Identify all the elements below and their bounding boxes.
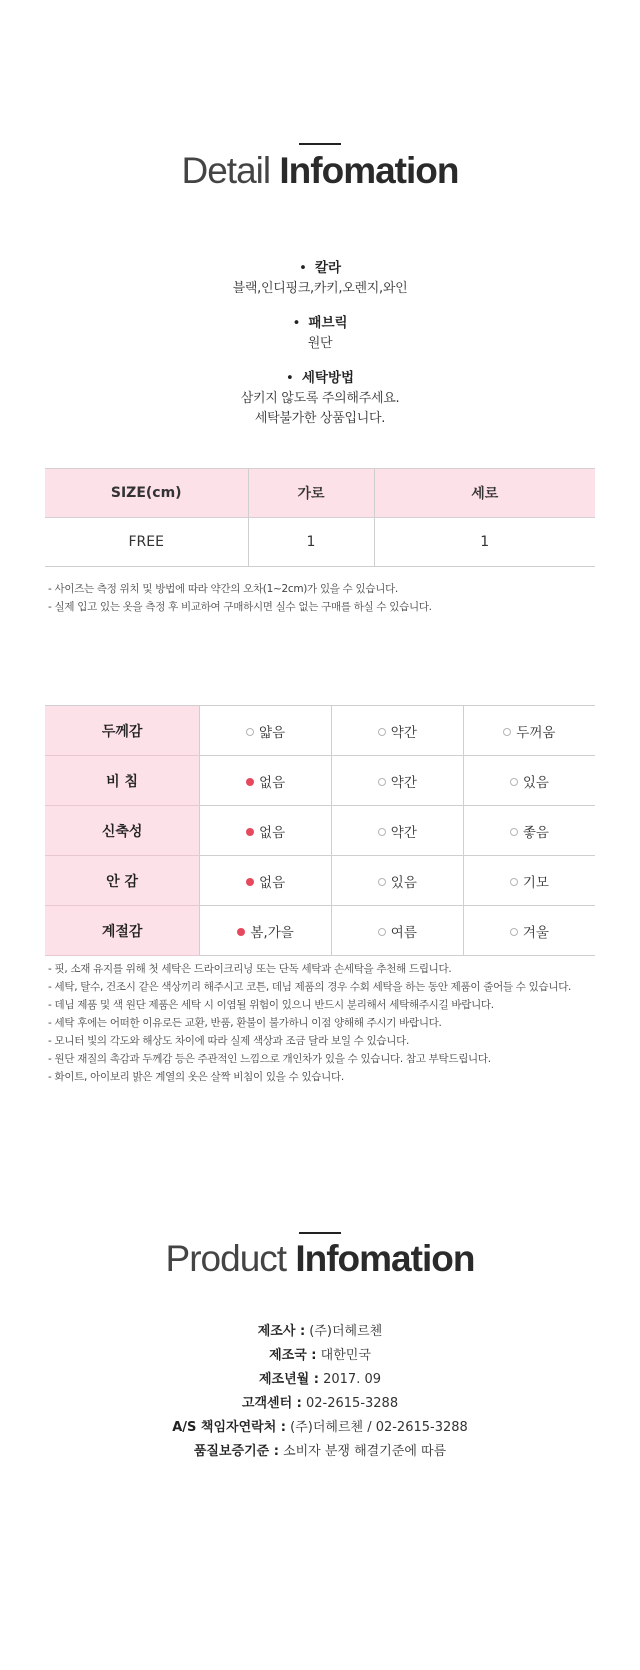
feel-option — [463, 806, 595, 856]
product-info-value: 소비자 분쟁 해결기준에 따름 — [283, 1444, 447, 1459]
feel-option — [463, 756, 595, 806]
table-row — [45, 906, 595, 956]
note-line: - 실제 입고 있는 옷을 측정 후 비교하여 구매하시면 실수 없는 구매를 하실 수 있습니다. — [48, 601, 432, 613]
feel-option-label: 있음 — [390, 874, 417, 891]
detail-heading-rule — [299, 143, 341, 145]
info-item-fabric — [0, 313, 640, 354]
feel-label: 안 감 — [45, 856, 200, 906]
feel-option-label: 겨울 — [522, 924, 549, 941]
feel-option-label: 약간 — [390, 824, 417, 841]
info-item-washing — [0, 368, 640, 429]
size-table-header-row — [45, 469, 595, 518]
selected-dot-icon — [246, 878, 254, 886]
unselected-circle-icon — [510, 828, 518, 836]
note-line: - 화이트, 아이보리 밝은 계열의 옷은 살짝 비침이 있을 수 있습니다. — [48, 1071, 344, 1083]
product-info-key: 제조사 : — [257, 1324, 306, 1339]
table-row — [45, 706, 595, 756]
feel-option-label: 기모 — [522, 874, 549, 891]
note-line: - 세탁, 탈수, 건조시 같은 색상끼리 해주시고 코튼, 데님 제품의 경우 수회 세탁을 하는 동안 제품이 줄어들 수 있습니다. — [48, 981, 572, 993]
product-heading — [0, 1238, 640, 1280]
product-info-row — [0, 1344, 640, 1368]
size-cell: 1 — [248, 518, 374, 567]
size-header-height: 세로 — [374, 469, 595, 518]
size-notes — [48, 580, 628, 616]
bullet-icon: • — [292, 315, 301, 331]
product-info-value: 대한민국 — [320, 1348, 371, 1363]
feel-label: 신축성 — [45, 806, 200, 856]
info-value: 세탁불가한 상품입니다. — [254, 411, 386, 426]
bullet-icon: • — [285, 370, 294, 386]
product-info-key: 제조년월 : — [259, 1372, 319, 1387]
product-info-value: 02-2615-3288 — [306, 1396, 399, 1411]
feel-option-label: 여름 — [390, 924, 417, 941]
bullet-icon: • — [298, 260, 307, 276]
info-value: 삼키지 않도록 주의해주세요. — [240, 391, 400, 406]
unselected-circle-icon — [378, 728, 386, 736]
unselected-circle-icon — [246, 728, 254, 736]
size-header-size: SIZE(cm) — [45, 469, 248, 518]
feel-option — [463, 906, 595, 956]
product-info-value: 2017. 09 — [323, 1372, 381, 1387]
note-line: - 원단 재질의 촉감과 두께감 등은 주관적인 느낌으로 개인차가 있을 수 있습니다. 참고 부탁드립니다. — [48, 1053, 491, 1065]
feel-option-label: 약간 — [390, 724, 417, 741]
feel-option-label: 약간 — [390, 774, 417, 791]
detail-heading-bold: Infomation — [279, 150, 459, 191]
unselected-circle-icon — [510, 878, 518, 886]
feel-option-label: 없음 — [259, 774, 286, 791]
product-info-key: 제조국 : — [269, 1348, 317, 1363]
info-label: 패브릭 — [308, 315, 348, 331]
feel-option — [463, 706, 595, 756]
feel-option-label: 봄,가을 — [250, 924, 294, 941]
feel-option — [463, 856, 595, 906]
detail-heading — [0, 150, 640, 192]
feel-option — [331, 806, 463, 856]
product-info-value: (주)더헤르첸 / 02-2615-3288 — [290, 1420, 468, 1435]
feel-option — [200, 856, 332, 906]
info-list — [0, 258, 640, 443]
product-info-key: 고객센터 : — [241, 1396, 302, 1411]
product-heading-light: Product — [165, 1238, 287, 1279]
product-info-row — [0, 1416, 640, 1440]
table-row — [45, 518, 595, 567]
size-cell: FREE — [45, 518, 248, 567]
feel-option-label: 좋음 — [522, 824, 549, 841]
info-label: 칼라 — [314, 260, 342, 276]
product-info-key: 품질보증기준 : — [193, 1444, 279, 1459]
note-line: - 모니터 빛의 각도와 해상도 차이에 따라 실제 색상과 조금 달라 보일 수 있습니다. — [48, 1035, 409, 1047]
unselected-circle-icon — [378, 878, 386, 886]
note-line: - 데님 제품 및 색 원단 제품은 세탁 시 이염될 위험이 있으니 반드시 분리해서 세탁해주시길 바랍니다. — [48, 999, 494, 1011]
size-cell: 1 — [374, 518, 595, 567]
feel-option-label: 있음 — [522, 774, 549, 791]
info-item-color — [0, 258, 640, 299]
product-info-row — [0, 1368, 640, 1392]
product-heading-bold: Infomation — [295, 1238, 475, 1279]
table-row — [45, 856, 595, 906]
note-line: - 사이즈는 측정 위치 및 방법에 따라 약간의 오차(1~2cm)가 있을 수 있습니다. — [48, 583, 398, 595]
note-line: - 세탁 후에는 어떠한 이유로든 교환, 반품, 환불이 불가하니 이점 양해해 주시기 바랍니다. — [48, 1017, 442, 1029]
info-value: 블랙,인디핑크,카키,오렌지,와인 — [232, 281, 408, 296]
selected-dot-icon — [246, 778, 254, 786]
feel-option — [331, 906, 463, 956]
feel-option — [200, 806, 332, 856]
feel-label: 계절감 — [45, 906, 200, 956]
unselected-circle-icon — [510, 778, 518, 786]
feel-option — [331, 756, 463, 806]
product-info-row — [0, 1320, 640, 1344]
feel-option — [331, 706, 463, 756]
product-info-key: A/S 책임자연락처 : — [172, 1420, 286, 1435]
product-info-value: (주)더헤르첸 — [309, 1324, 383, 1339]
fabric-feel-table — [45, 705, 595, 956]
table-row — [45, 756, 595, 806]
info-label: 세탁방법 — [301, 370, 355, 386]
info-value: 원단 — [307, 336, 333, 351]
unselected-circle-icon — [378, 778, 386, 786]
note-line: - 핏, 소재 유지를 위해 첫 세탁은 드라이크리닝 또는 단독 세탁과 손세탁을 추천해 드립니다. — [48, 963, 452, 975]
unselected-circle-icon — [503, 728, 511, 736]
feel-label: 두께감 — [45, 706, 200, 756]
feel-option — [200, 756, 332, 806]
feel-label: 비 침 — [45, 756, 200, 806]
table-row — [45, 806, 595, 856]
care-notes — [48, 960, 628, 1086]
feel-option — [331, 856, 463, 906]
size-table — [45, 468, 595, 567]
feel-option-label: 없음 — [259, 824, 286, 841]
selected-dot-icon — [246, 828, 254, 836]
feel-option-label: 없음 — [259, 874, 286, 891]
product-info-row — [0, 1440, 640, 1464]
feel-option — [200, 906, 332, 956]
unselected-circle-icon — [510, 928, 518, 936]
unselected-circle-icon — [378, 928, 386, 936]
product-heading-rule — [299, 1232, 341, 1234]
selected-dot-icon — [237, 928, 245, 936]
product-info-row — [0, 1392, 640, 1416]
detail-heading-light: Detail — [181, 150, 271, 191]
feel-option-label: 두꺼움 — [516, 724, 556, 741]
size-header-width: 가로 — [248, 469, 374, 518]
unselected-circle-icon — [378, 828, 386, 836]
feel-option-label: 얇음 — [259, 724, 286, 741]
product-info-list — [0, 1320, 640, 1464]
feel-option — [200, 706, 332, 756]
